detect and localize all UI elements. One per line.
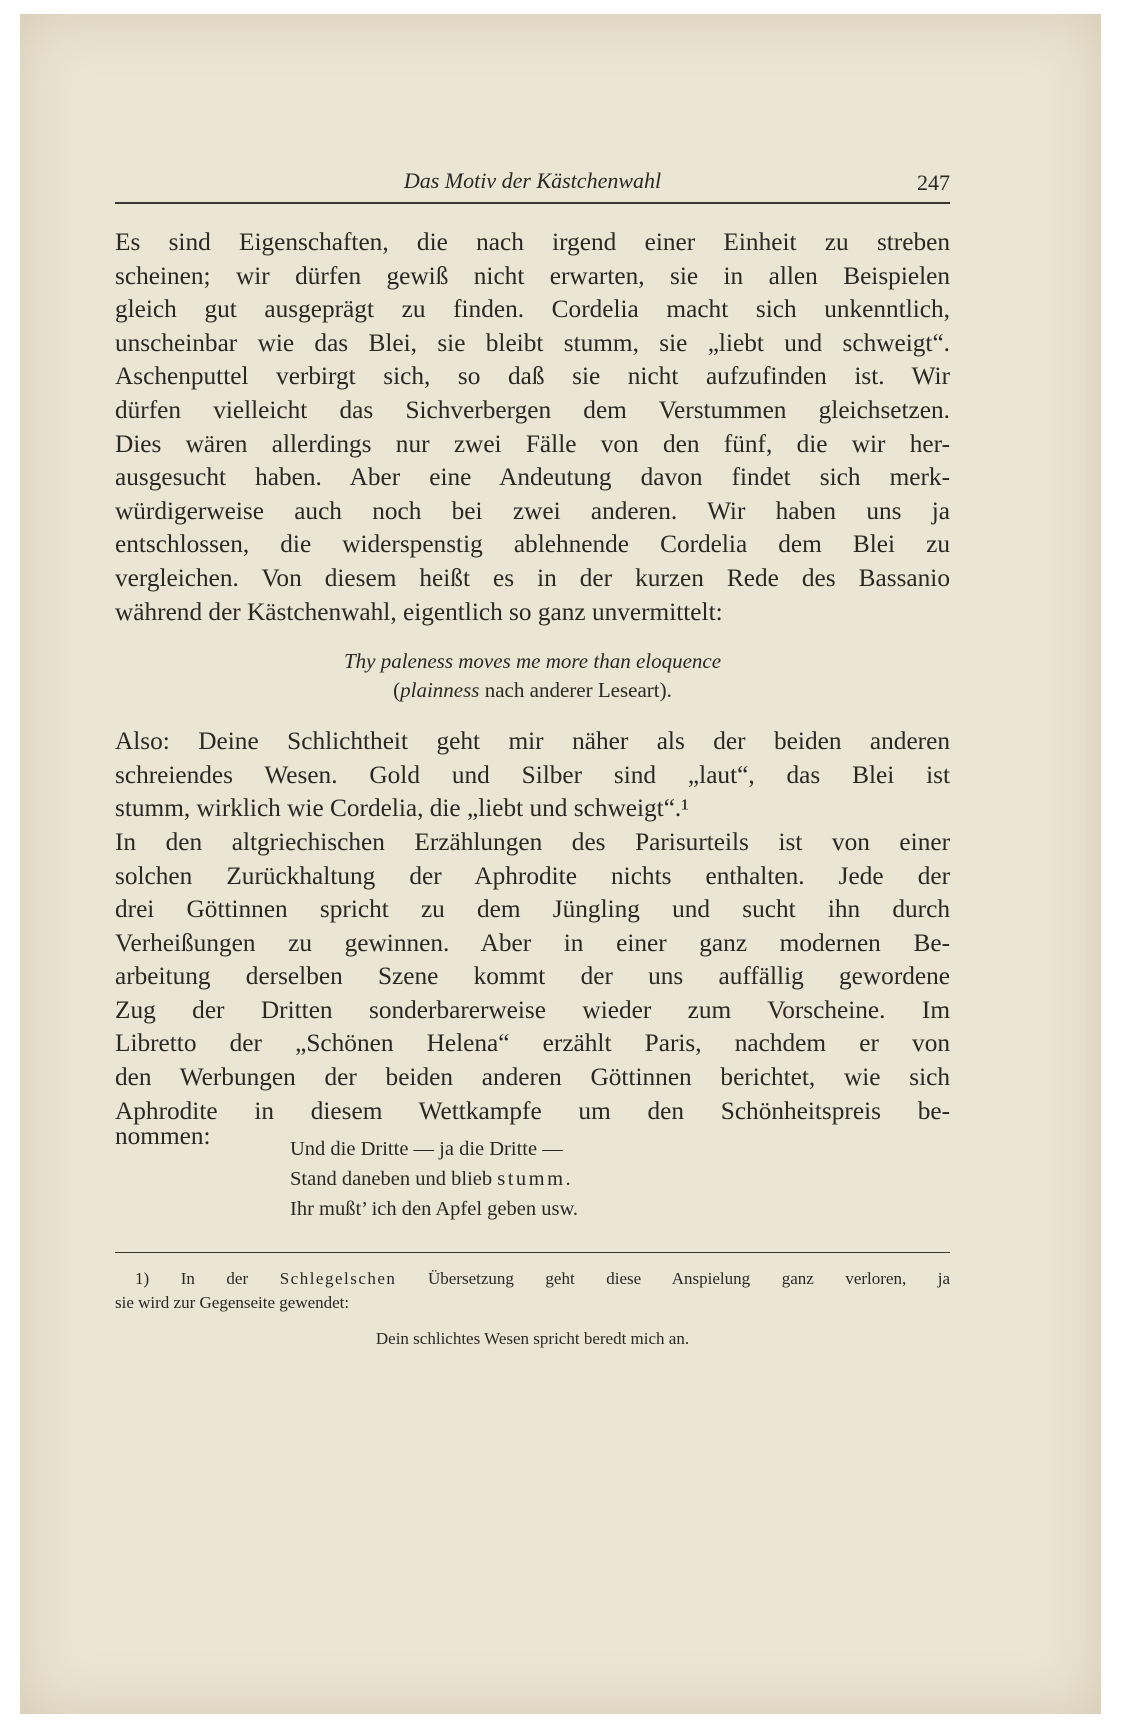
text-line: drei Göttinnen spricht zu dem Jüngling und sucht ihn durch (115, 895, 950, 924)
text-line: unscheinbar wie das Blei, sie bleibt stumm, sie „liebt und schweigt“. (115, 328, 950, 357)
verse-line-2-start: Stand daneben und blieb (290, 1168, 493, 1191)
text-line: Es sind Eigenschaften, die nach irgend einer Einheit zu streben (115, 228, 950, 256)
quote-line-2-rest: nach anderer Leseart). (484, 678, 672, 703)
text-line: solchen Zurückhaltung der Aphrodite nichts enthalten. Jede der (115, 861, 950, 890)
footnote-text-a: In der (180, 1269, 249, 1289)
quote-line-1: Thy paleness moves me more than eloquence (343, 649, 722, 674)
paragraph-1 (115, 226, 950, 629)
page-sheet (20, 14, 1101, 1714)
verse-line-1: Und die Dritte — ja die Dritte — (290, 1138, 563, 1161)
text-line: In den altgriechischen Erzählungen des Parisurteils ist von einer (115, 827, 950, 856)
verse-line-2 (290, 1164, 578, 1194)
footnote-line-1 (115, 1267, 950, 1291)
text-line: ausgesucht haben. Aber eine Andeutung davon findet sich merk- (115, 463, 950, 492)
running-title: Das Motiv der Kästchenwahl (403, 168, 662, 193)
footnote-divider (115, 1252, 950, 1253)
footnote-verse: Dein schlichtes Wesen spricht beredt mich an. (375, 1329, 690, 1349)
page-content (115, 164, 950, 1351)
verse-block (115, 1122, 950, 1236)
block-quote (115, 647, 950, 705)
running-header (115, 164, 950, 204)
text-line: Aschenputtel verbirgt sich, so daß sie nicht aufzufinden ist. Wir (115, 362, 950, 391)
text-line: entschlossen, die widerspenstig ablehnende Cordelia dem Blei zu (115, 530, 950, 559)
main-text (115, 226, 950, 1236)
quote-line-2 (115, 676, 950, 705)
text-line: stumm, wirklich wie Cordelia, die „liebt und schweigt“.¹ (115, 794, 689, 823)
text-line: Libretto der „Schönen Helena“ erzählt Paris, nachdem er von (115, 1029, 950, 1058)
text-line: während der Kästchenwahl, eigentlich so ganz unvermittelt: (115, 597, 723, 626)
footnote-marker: 1) (135, 1269, 150, 1289)
verse-line-2-emphasis: stumm. (497, 1168, 574, 1191)
page-number: 247 (917, 170, 950, 195)
paragraph-2 (115, 725, 950, 826)
text-line: Zug der Dritten sonderbarerweise wieder zum Vorscheine. Im (115, 995, 950, 1024)
text-line: Also: Deine Schlichtheit geht mir näher als der beiden anderen (115, 727, 950, 756)
verse-line-3: Ihr mußt’ ich den Apfel geben usw. (290, 1198, 579, 1221)
text-line: den Werbungen der beiden anderen Göttinnen berichtet, wie sich (115, 1063, 950, 1092)
quote-variant-word: plainness (400, 678, 480, 703)
text-line: gleich gut ausgeprägt zu finden. Cordelia macht sich unkenntlich, (115, 295, 950, 324)
verse-lines (290, 1134, 578, 1224)
footnote-text-b: Übersetzung geht diese Anspielung ganz verloren, ja (427, 1269, 951, 1289)
text-line: scheinen; wir dürfen gewiß nicht erwarten, sie in allen Beispielen (115, 261, 950, 290)
text-line: dürfen vielleicht das Sichverbergen dem Verstummen gleichsetzen. (115, 395, 950, 424)
text-line: schreiendes Wesen. Gold und Silber sind „laut“, das Blei ist (115, 760, 950, 789)
text-line: würdigerweise auch noch bei zwei anderen. Wir haben uns ja (115, 496, 950, 525)
text-line: Verheißungen zu gewinnen. Aber in einer ganz modernen Be- (115, 928, 950, 957)
paragraph-3 (115, 826, 950, 1128)
footnote (115, 1267, 950, 1351)
text-line: Aphrodite in diesem Wettkampfe um den Schönheitspreis be- (115, 1096, 950, 1125)
footnote-name: Schlegelschen (279, 1269, 397, 1289)
verse-lead-word: nommen: (115, 1122, 211, 1151)
text-line: Dies wären allerdings nur zwei Fälle von den fünf, die wir her- (115, 429, 950, 458)
text-line: arbeitung derselben Szene kommt der uns auffällig gewordene (115, 962, 950, 991)
text-line: vergleichen. Von diesem heißt es in der kurzen Rede des Bassanio (115, 563, 950, 592)
quote-open-paren: ( (393, 678, 401, 703)
footnote-line-2: sie wird zur Gegenseite gewendet: (115, 1293, 350, 1313)
